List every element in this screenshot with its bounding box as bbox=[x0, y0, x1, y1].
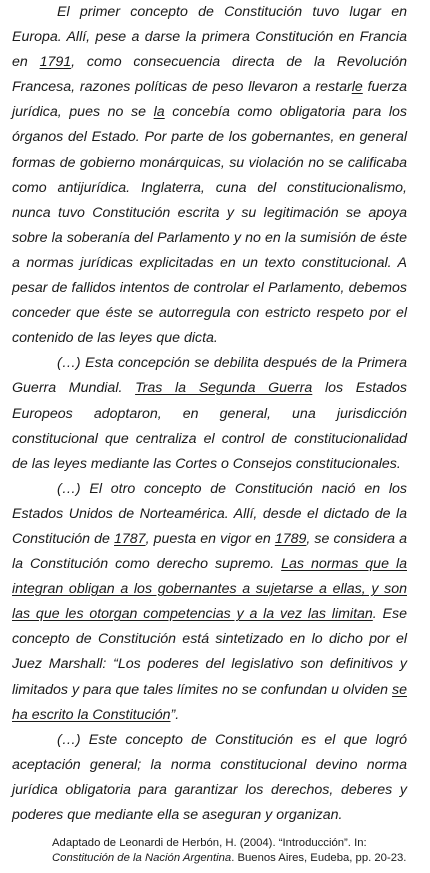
paragraph-text: concebía como obligatoria para los órganos del Estado. Por parte de los gobernantes, en general formas de gobierno monárquicas, su violación no se calificaba como antijurídica. Inglaterra, cuna del constitucionalismo, nunca tuvo Constitución escrita y su legitimación se apoya sobre la soberanía del Parlamento y no en la sumisión de éste a normas jurídicas explicitadas en un texto constitucional. A pesar de fallidos intentos de controlar el Parlamento, debemos conceder que éste se autorregula con estricto respeto por el contenido de las leyes que dicta. bbox=[12, 104, 407, 347]
paragraph-1 bbox=[12, 0, 407, 351]
paragraph-text: , se considera a la Constitución como derecho supremo. bbox=[12, 530, 407, 573]
document-body bbox=[12, 0, 407, 828]
paragraph-text: , puesta en vigor en bbox=[145, 530, 275, 547]
underlined-year: 1791 bbox=[39, 54, 72, 71]
paragraph-text: . Ese concepto de Constitución está sintetizado en lo dicho por el Juez Marshall: “Los poderes del legislativo son definitivos y limitados y para que tales límites no se confundan u olviden bbox=[12, 606, 407, 698]
paragraph-text: fuerza jurídica, pues no se bbox=[12, 79, 407, 121]
paragraph-text: (…) Este concepto de Constitución es el que logró aceptación general; la norma constitucional devino norma jurídica obligatoria para garantizar los derechos, deberes y poderes que mediante ella se aseguran y organizan. bbox=[12, 731, 407, 823]
underlined-pronoun: la bbox=[153, 104, 165, 121]
underlined-phrase: Tras la Segunda Guerra bbox=[135, 380, 313, 397]
underlined-sentence: Las normas que la integran obligan a los gobernantes a sujetarse a ellas, y son las que les otorgan competencias y a la vez las limitan bbox=[12, 556, 407, 623]
citation-suffix: . Buenos Aires, Eudeba, pp. 20-23. bbox=[231, 851, 407, 864]
paragraph-text: (…) El otro concepto de Constitución nació en los Estados Unidos de Norteamérica. Allí, desde el dictado de la Constitución de bbox=[12, 480, 407, 547]
underlined-pronoun: le bbox=[351, 79, 363, 96]
underlined-year: 1787 bbox=[114, 530, 146, 547]
paragraph-3 bbox=[12, 477, 407, 728]
paragraph-2 bbox=[12, 351, 407, 476]
underlined-phrase: se ha escrito la Constitución bbox=[12, 681, 407, 723]
source-citation bbox=[52, 836, 422, 865]
paragraph-text: , como consecuencia directa de la Revolución Francesa, razones políticas de peso llevaron a restar bbox=[12, 54, 407, 96]
paragraph-text: ”. bbox=[170, 706, 180, 723]
citation-book-title: Constitución de la Nación Argentina bbox=[52, 851, 232, 864]
paragraph-text: los Estados Europeos adoptaron, en general, una jurisdicción constitucional que centraliza el control de constitucionalidad de las leyes mediante las Cortes o Consejos constitucionales. bbox=[12, 380, 407, 472]
paragraph-text: El primer concepto de Constitución tuvo lugar en Europa. Allí, pese a darse la primera Constitución en Francia en bbox=[12, 4, 407, 71]
paragraph-4 bbox=[12, 728, 407, 828]
underlined-year: 1789 bbox=[274, 530, 307, 547]
paragraph-text: (…) Esta concepción se debilita después de la Primera Guerra Mundial. bbox=[12, 355, 407, 397]
citation-prefix: Adaptado de Leonardi de Herbón, H. (2004). “Introducción”. In: bbox=[52, 837, 367, 849]
